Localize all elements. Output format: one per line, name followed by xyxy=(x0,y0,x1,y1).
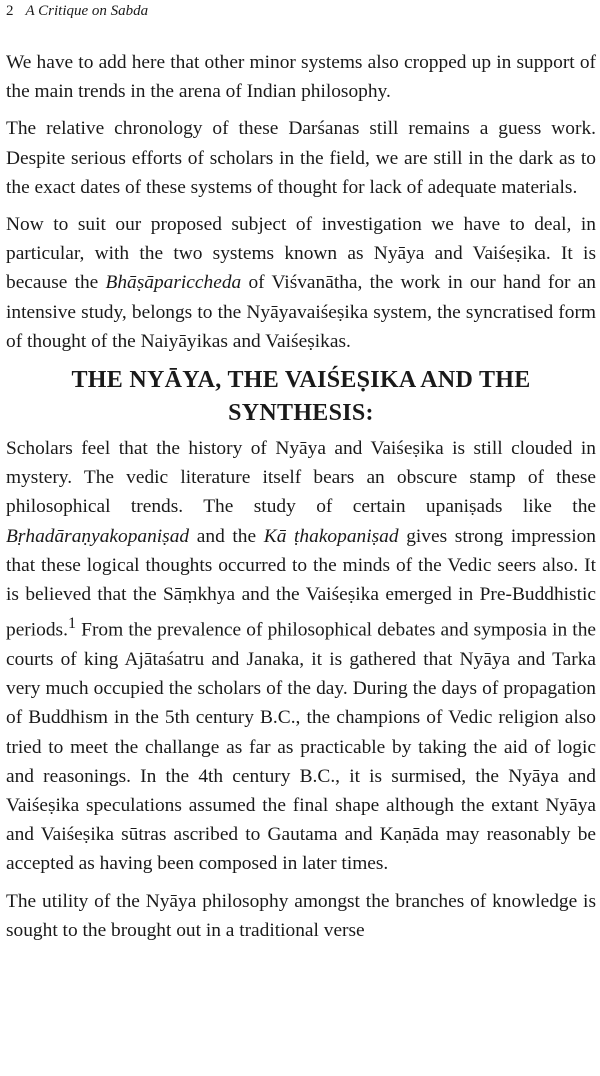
section-heading xyxy=(6,364,596,430)
paragraph-history: Scholars feel that the history of Nyāya and Vaiśeṣika is still clouded in mystery. The vedic literature itself bears an obscure stamp of these philosophical trends. The study of certain upaniṣads like the Bṛhadāraṇyakopaniṣad and the Kā ṭhakopaniṣad gives strong impression that these logical thoughts occurred to the minds of the Vedic seers also. It is believed that the Sāṃkhya and the Vaiśeṣika emerged in Pre-Buddhistic periods.$^1$ From the prevalence of philosophical debates and symposia in the courts of king Ajātaśatru and Janaka, it is gathered that Nyāya and Tarka very much occupied the scholars of the day. During the days of propagation of Buddhism in the 5th century B.C., the champions of Vedic religion also tried to meet the challange as far as practicable by taking the aid of logic and reasonings. In the 4th century B.C., it is surmised, the Nyāya and Vaiśeṣika speculations assumed the final shape although the extant Nyāya and Vaiśeṣika sūtras ascribed to Gautama and Kaṇāda may reasonably be accepted as having been composed in later times. xyxy=(6,438,597,875)
section-heading-line-1: THE NYĀYA, THE VAIŚEṢIKA AND THE xyxy=(71,367,531,394)
paragraph-subject: Now to suit our proposed subject of investigation we have to deal, in particular, with the two systems known as Nyāya and Vaiśeṣika. It is because the Bhāṣāpariccheda of Viśvanātha, the work in our hand for an intensive study, belongs to the Nyāyavaiśeṣika system, the syncratised form of thought of the Naiyāyikas and Vaiśeṣikas. xyxy=(6,214,596,352)
paragraph-utility: The utility of the Nyāya philosophy amongst the branches of knowledge is sought to the brought out in a traditional verse xyxy=(6,890,596,941)
section-heading-line-2: SYNTHESIS: xyxy=(228,400,374,427)
upanisad-title-2: Kā ṭhakopaniṣad xyxy=(263,525,399,547)
work-title: Bhāṣāpariccheda xyxy=(105,272,242,294)
running-title: A Critique on Sabda xyxy=(25,3,149,19)
running-header xyxy=(6,0,148,22)
paragraph-minor-systems: We have to add here that other minor systems also cropped up in support of the main trends in the arena of Indian philosophy. xyxy=(6,52,596,103)
upanisad-title-1: Bṛhadāraṇyakopaniṣad xyxy=(6,525,190,547)
page-number: 2 xyxy=(6,3,14,19)
page-body xyxy=(6,48,596,945)
paragraph-chronology: The relative chronology of these Darśanas still remains a guess work. Despite serious efforts of scholars in the field, we are still in the dark as to the exact dates of these systems of thought for lack of adequate materials. xyxy=(6,118,596,198)
footnote-marker: 1 xyxy=(67,615,77,633)
